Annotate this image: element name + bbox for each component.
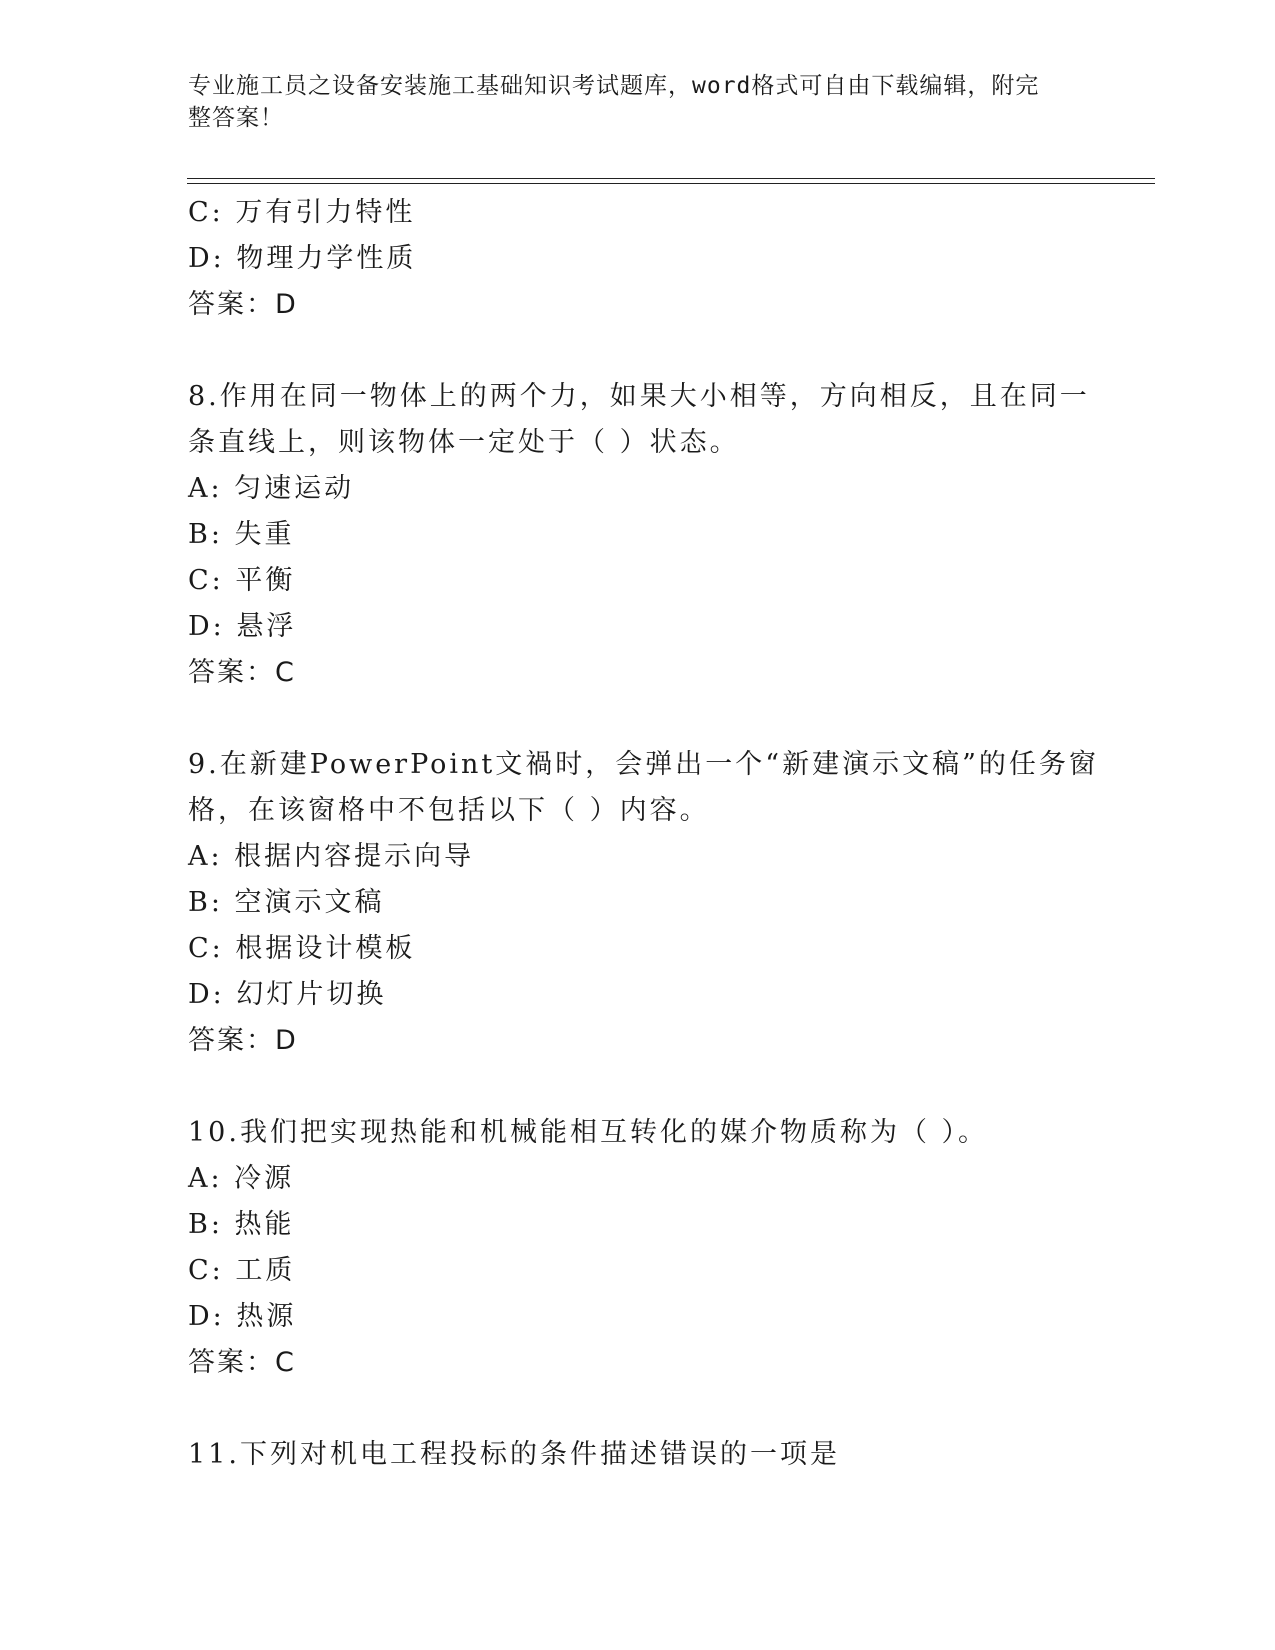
header-line-2: 整答案！ — [188, 105, 284, 131]
question-7-tail — [188, 190, 1088, 328]
question-stem: 8.作用在同一物体上的两个力，如果大小相等，方向相反，且在同一 — [188, 381, 1090, 412]
question-list — [188, 190, 1099, 1478]
option-c: C: 根据设计模板 — [188, 933, 416, 964]
spacer — [188, 1386, 1088, 1432]
option-c: C: 平衡 — [188, 565, 296, 596]
question-11 — [188, 1432, 1088, 1478]
question-stem: 11.下列对机电工程投标的条件描述错误的一项是 — [188, 1439, 840, 1470]
option-a: A: 匀速运动 — [188, 473, 355, 504]
answer-line: 答案：D — [188, 1025, 298, 1056]
option-c: C: 工质 — [188, 1255, 296, 1286]
option-d: D: 悬浮 — [188, 611, 297, 642]
option-d: D: 热源 — [188, 1301, 297, 1332]
question-9 — [188, 742, 1099, 1064]
spacer — [188, 328, 1088, 374]
answer-line: 答案：C — [188, 1347, 296, 1378]
option-b: B: 失重 — [188, 519, 295, 550]
question-8 — [188, 374, 1088, 696]
answer-line: 答案：C — [188, 657, 296, 688]
spacer — [188, 1064, 1088, 1110]
option-d: D: 物理力学性质 — [188, 243, 417, 274]
option-b: B: 空演示文稿 — [188, 887, 385, 918]
option-a: A: 冷源 — [188, 1163, 295, 1194]
question-stem: 条直线上，则该物体一定处于（ ）状态。 — [188, 427, 740, 458]
question-stem: 格，在该窗格中不包括以下（ ）内容。 — [188, 795, 710, 826]
header-divider-top — [187, 178, 1155, 179]
spacer — [188, 696, 1088, 742]
option-a: A: 根据内容提示向导 — [188, 841, 475, 872]
answer-line: 答案：D — [188, 289, 298, 320]
document-header — [188, 70, 1068, 134]
option-d: D: 幻灯片切换 — [188, 979, 387, 1010]
option-c: C: 万有引力特性 — [188, 197, 416, 228]
question-10 — [188, 1110, 1088, 1386]
header-divider-bottom — [187, 183, 1155, 184]
option-b: B: 热能 — [188, 1209, 295, 1240]
question-stem: 10.我们把实现热能和机械能相互转化的媒介物质称为（ ）。 — [188, 1117, 989, 1148]
header-line-1: 专业施工员之设备安装施工基础知识考试题库，word格式可自由下载编辑，附完 — [188, 73, 1040, 99]
question-stem: 9.在新建PowerPoint文禍时，会弹出一个“新建演示文稿”的任务窗 — [188, 749, 1099, 780]
